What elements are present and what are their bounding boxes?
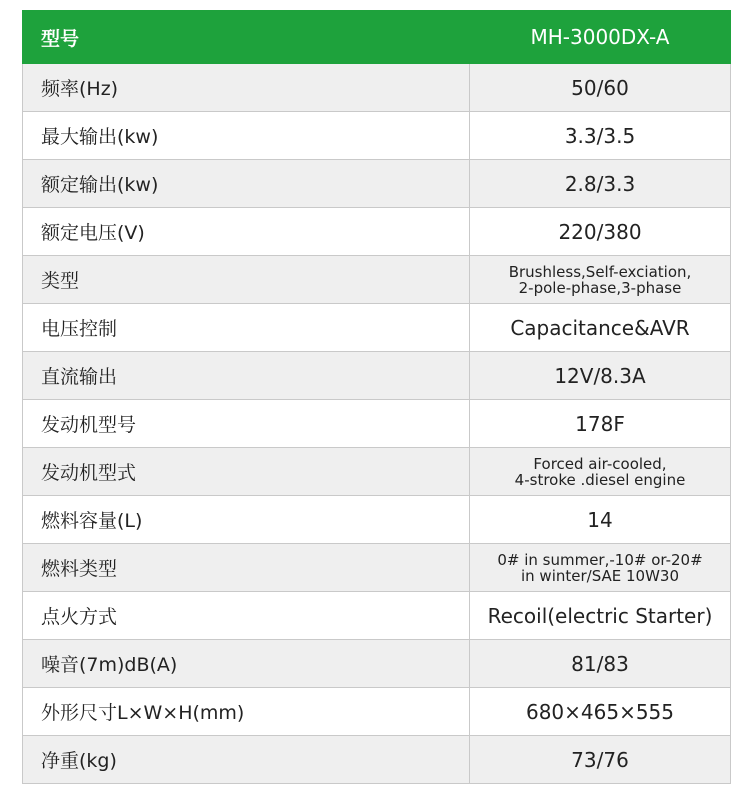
spec-value-line: 2-pole-phase,3-phase: [518, 278, 682, 297]
table-row: [23, 400, 731, 448]
spec-label: 电压控制: [23, 304, 470, 352]
spec-value-line: Forced air-cooled,: [533, 454, 667, 473]
spec-value: [470, 304, 731, 352]
spec-value: [470, 160, 731, 208]
table-row: [23, 640, 731, 688]
table-row: [23, 304, 731, 352]
spec-label: 发动机型式: [23, 448, 470, 496]
table-row: [23, 544, 731, 592]
spec-value: [470, 208, 731, 256]
spec-value: [470, 400, 731, 448]
spec-value-line: 220/380: [558, 219, 642, 244]
table-row: [23, 256, 731, 304]
spec-value-line: 3.3/3.5: [564, 123, 636, 148]
spec-value-line: Recoil(electric Starter): [487, 603, 713, 628]
spec-label: 直流输出: [23, 352, 470, 400]
spec-value: [470, 256, 731, 304]
table-row: [23, 688, 731, 736]
header-model: MH-3000DX-A: [470, 11, 731, 64]
table-row: [23, 160, 731, 208]
spec-value-line: 4-stroke .diesel engine: [514, 470, 686, 489]
table-row: [23, 736, 731, 784]
table-row: [23, 64, 731, 112]
spec-value: [470, 640, 731, 688]
spec-label: 点火方式: [23, 592, 470, 640]
spec-value-line: in winter/SAE 10W30: [520, 566, 680, 585]
spec-value-line: 81/83: [571, 651, 629, 676]
spec-value: [470, 64, 731, 112]
table-row: [23, 208, 731, 256]
spec-value: [470, 448, 731, 496]
table-row: [23, 112, 731, 160]
spec-rows: [23, 64, 731, 784]
spec-value-line: 73/76: [571, 747, 629, 772]
spec-label: 燃料容量(L): [23, 496, 470, 544]
table-row: [23, 352, 731, 400]
spec-label: 燃料类型: [23, 544, 470, 592]
spec-label: 类型: [23, 256, 470, 304]
spec-value: [470, 736, 731, 784]
spec-label: 外形尺寸L×W×H(mm): [23, 688, 470, 736]
spec-value-line: 50/60: [571, 75, 629, 100]
spec-value-line: 0# in summer,-10# or-20#: [497, 550, 703, 569]
spec-label: 额定输出(kw): [23, 160, 470, 208]
spec-label: 噪音(7m)dB(A): [23, 640, 470, 688]
header-label: 型号: [23, 11, 470, 64]
spec-value: [470, 592, 731, 640]
table-row: [23, 592, 731, 640]
spec-value-line: 2.8/3.3: [564, 171, 636, 196]
spec-value: [470, 112, 731, 160]
spec-label: 额定电压(V): [23, 208, 470, 256]
table-row: [23, 448, 731, 496]
spec-value: [470, 688, 731, 736]
spec-value-line: 178F: [575, 411, 625, 436]
spec-value-line: Brushless,Self-exciation,: [508, 262, 692, 281]
spec-value: [470, 352, 731, 400]
spec-label: 净重(kg): [23, 736, 470, 784]
table-row: [23, 496, 731, 544]
spec-label: 频率(Hz): [23, 64, 470, 112]
spec-value: [470, 496, 731, 544]
spec-value: [470, 544, 731, 592]
header-row: [23, 11, 731, 64]
spec-value-line: Capacitance&AVR: [510, 315, 690, 340]
spec-value-line: 680×465×555: [525, 699, 675, 724]
spec-label: 发动机型号: [23, 400, 470, 448]
spec-value-line: 12V/8.3A: [554, 363, 646, 388]
spec-value-line: 14: [587, 507, 613, 532]
spec-table: [22, 10, 731, 784]
spec-label: 最大输出(kw): [23, 112, 470, 160]
